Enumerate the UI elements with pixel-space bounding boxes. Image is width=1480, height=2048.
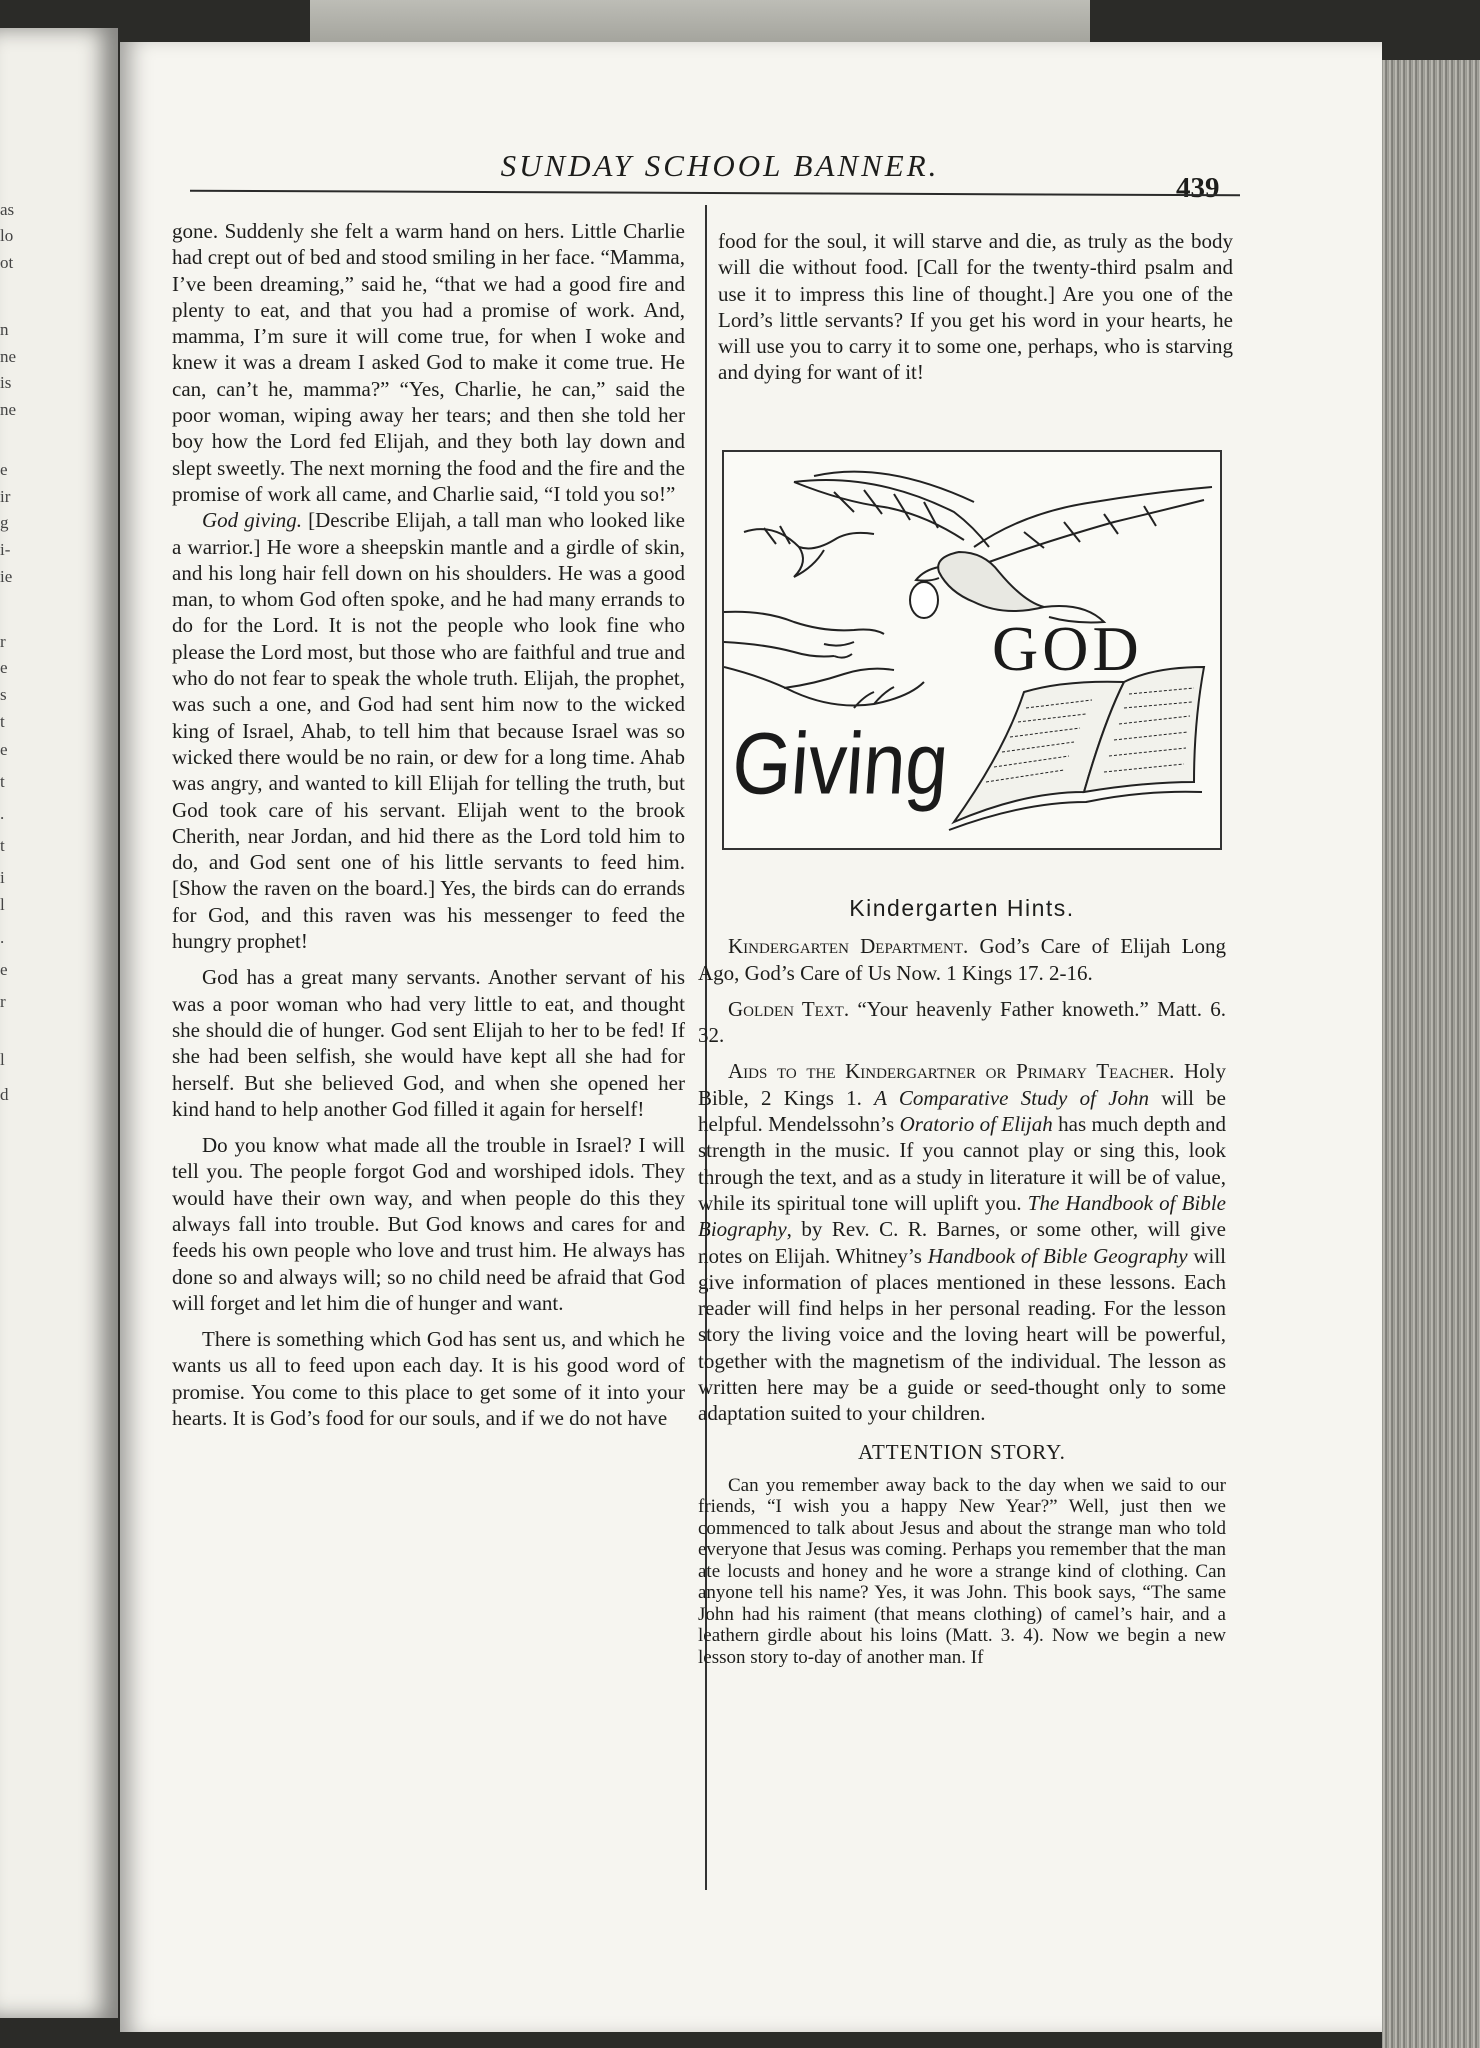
left-column [172,218,685,1431]
paragraph-text: [Describe Elijah, a tall man who looked like a warrior.] He wore a sheepskin mantle and a girdle of skin, and his long hair fell down on his shoulders. He was a good man, to whom God often spoke, and he had many errands to do for the Lord. It is not the people who look fine who please the Lord most, but those who are faithful and true and who do not fear to speak the whole truth. Elijah, the prophet, was such a one, and God had sent him now to the wicked king of Israel, Ahab, to tell him that because Israel was so wicked there would be no rain, or dew for a long time. Ahab was angry, and wanted to kill Elijah for telling the truth, but God took care of his servant. Elijah went to the brook Cherith, near Jordan, and hid there as the Lord told him to do, and God sent one of his little servants to feed him. [Show the raven on the board.] Yes, the birds can do errands for God, and this raven was his messenger to feed the hungry prophet! [172,508,685,954]
previous-page-text-fragment: i [0,868,5,887]
previous-page-text-fragment: e [0,960,8,979]
book-title: Oratorio of Elijah [899,1112,1053,1137]
previous-page-text-fragment: . [0,928,5,947]
paragraph: gone. Suddenly she felt a warm hand on hers. Little Charlie had crept out of bed and stood smiling in her face. “Mamma, I’ve been dreaming,” said he, “that we had a good fire and plenty to eat, and that you had a promise of work. And, mamma, I’m sure it will come true, for when I woke and knew it was a dream I asked God to make it come true. He can, can’t he, mamma?” “Yes, Charlie, he can,” said the poor woman, wiping away her tears; and then she told her boy how the Lord fed Elijah, and they both lay down and slept sweetly. The next morning the food and the fire and the promise of work all came, and Charlie said, “I told you so!” [172,219,685,506]
paragraph [698,933,1226,986]
eagle-icon [794,472,1212,623]
hands-icon [724,612,924,708]
small-bird-icon [744,526,874,577]
previous-page-text-fragment: s [0,685,7,704]
illustration-word-god: GOD [992,613,1143,684]
previous-page-text-fragment: . [0,804,5,823]
paragraph-text: will be helpful. Mendelssohn’s [698,1085,1227,1137]
open-book-icon [949,667,1204,830]
previous-page-text-fragment: g [0,513,9,532]
paragraph: God has a great many servants. Another servant of his was a poor woman who had very little to eat, and thought she should die of hunger. God sent Elijah to her to be fed! If she had been selfish, she would have kept all she had for herself. But she believed God, and when she opened her kind hand to help another God filled it again for herself! [172,965,685,1121]
previous-page-text-fragment: ne [0,347,17,366]
previous-page-text-fragment: l [0,1050,5,1069]
previous-page-text-fragment: t [0,772,5,791]
book-title: Handbook of Bible Geography [927,1243,1188,1268]
paragraph: food for the soul, it will starve and die, as truly as the body will die without food. [Call for the twenty-third psalm and use it to impress this line of thought.] Are you one of the Lord’s little servants? If you get his word in your hearts, he will use you to carry it to some one, perhaps, who is starving and dying for want of it! [718,229,1233,385]
previous-page-text-fragment: n [0,320,9,339]
previous-page-text-fragment: i- [0,540,11,559]
attention-story-title: ATTENTION STORY. [858,1439,1066,1464]
running-head: SUNDAY SCHOOL BANNER. [500,148,940,183]
book-title: A Comparative Study of John [874,1085,1150,1110]
paragraph-text: , by Rev. C. R. Barnes, or some other, will give notes on Elijah. Whitney’s [698,1217,1226,1268]
right-column-top [718,228,1233,386]
section-title: Kindergarten Hints. [849,895,1075,921]
previous-page-text-fragment: e [0,460,8,479]
previous-page-text-fragment: l [0,895,5,914]
paragraph-text: will give information of places mentioned in these lessons. Each reader will find helps in her personal reading. For the lesson story the living voice and the loving heart will be powerful, together with the magnetism of the individual. The lesson as written here may be a guide or seed-thought only to some adaptation suited to your children. [698,1243,1227,1426]
paragraph [698,1058,1226,1426]
paragraph [172,507,685,954]
paragraph-lead: God giving. [202,508,303,533]
previous-page-text-fragment: e [0,740,8,759]
paragraph-lead: Kindergarten Department. [728,934,969,959]
previous-page-text-fragment: is [0,373,12,392]
paragraph: Can you remember away back to the day when we said to our friends, “I wish you a happy New Year?” Well, just then we commenced to talk about Jesus and about the strange man who told everyone that Jesus was coming. Perhaps you remember that the man ate locusts and honey and he wore a strange kind of clothing. Can anyone tell his name? Yes, it was John. This book says, “The same John had his raiment (that means clothing) of camel’s hair, and a leathern girdle about his loins (Matt. 3. 4). Now we begin a new lesson story to-day of another man. If [698,1474,1226,1668]
paragraph-text: God’s Care of Elijah Long Ago, God’s Care of Us Now. 1 Kings 17. 2-16. [698,934,1226,985]
illustration-word-giving: Giving [729,715,952,813]
previous-page-text-fragment: r [0,992,6,1011]
paragraph [698,996,1226,1049]
previous-page-text-fragment: t [0,712,5,731]
book-title: The Handbook of Bible Biography [698,1190,1226,1242]
previous-page-text-fragment: e [0,658,8,677]
previous-page-text-fragment: ne [0,400,17,419]
paragraph-lead: Golden Text. [728,996,850,1021]
previous-page-text-fragment: ot [0,253,14,272]
previous-page-text-fragment: ir [0,487,11,506]
previous-page-text-fragment: as [0,200,15,219]
previous-page-text-fragment: d [0,1085,9,1104]
previous-page-edge [0,28,118,2018]
paragraph-text: has much depth and strength in the music. If you cannot play or sing this, look through the text, and as a study in literature it will be of value, while its spiritual tone will uplift you. [698,1112,1226,1215]
paragraph-lead: Aids to the Kindergartner or Primary Teacher. [728,1059,1175,1084]
page-block-edge [1382,60,1480,2048]
page-number: 439 [1176,172,1220,204]
previous-page-text-fragment: r [0,632,6,651]
right-column-bottom [698,895,1226,1668]
previous-page-text-fragment: t [0,836,5,855]
paragraph-text: Holy Bible, 2 Kings 1. [698,1059,1226,1110]
previous-page-text-fragment: ie [0,567,13,586]
previous-page-text-fragment: lo [0,226,14,245]
paragraph: There is something which God has sent us, and which he wants us all to feed upon each day. It is his good word of promise. You come to this place to get some of it into your hearts. It is God’s food for our souls, and if we do not have [172,1327,685,1431]
paragraph: Do you know what made all the trouble in Israel? I will tell you. The people forgot God and worshiped idols. They would have their own way, and when people do this they always fall into trouble. But God knows and cares for and feeds his own people who love and trust him. He always has done so and always will; so no child need be afraid that God will forget and let him die of hunger and want. [172,1133,685,1315]
paragraph-text: “Your heavenly Father knoweth.” Matt. 6. 32. [698,996,1226,1048]
god-giving-illustration [722,450,1222,850]
